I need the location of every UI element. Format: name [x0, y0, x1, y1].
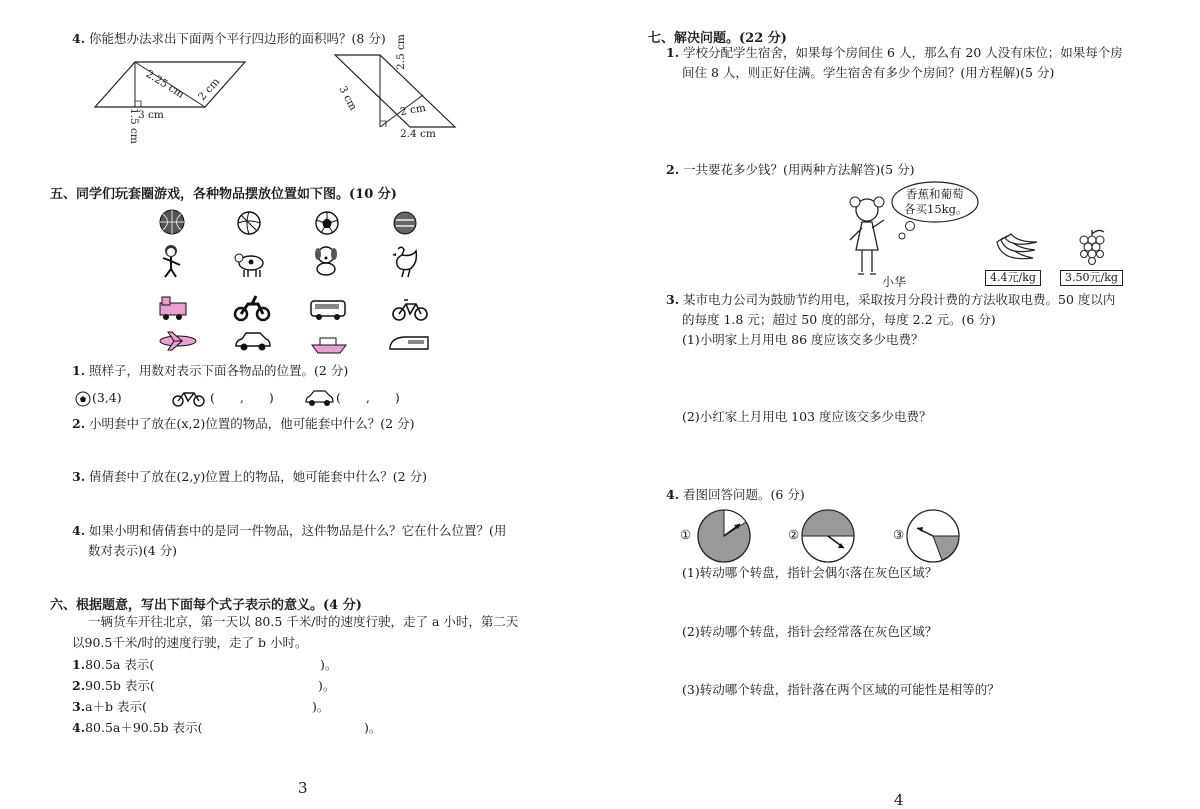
sec6-item-1-end: )。 [320, 657, 338, 672]
item-expr: a＋b 表示( [85, 699, 147, 714]
fig2-diag-label: 2 cm [399, 101, 427, 119]
banana-price-tag: 4.4元/kg [985, 270, 1041, 286]
question-text: 照样子，用数对表示下面各物品的位置。(2 分) [89, 363, 349, 378]
sec6-item-4-end: )。 [364, 720, 382, 735]
question-text: 一共要花多少钱？(用两种方法解答)(5 分) [683, 162, 915, 177]
item-number: 2. [72, 678, 86, 693]
volleyball-icon [236, 210, 262, 236]
sec7-question-2 [666, 161, 914, 179]
sec7-question-1 [666, 44, 1123, 62]
bullet-train-icon [388, 333, 430, 353]
spinner-3 [905, 508, 961, 564]
airplane-icon [158, 330, 200, 352]
fig2-height-label: 2.5 cm [395, 34, 407, 70]
fig2-base-label: 2.4 cm [400, 128, 436, 140]
soccer-ball-icon [314, 210, 340, 236]
item-number: 3. [72, 699, 86, 714]
example-answer: (3,4) [92, 390, 122, 405]
page-number-right: 4 [894, 791, 904, 809]
boat-icon [310, 335, 348, 355]
spinner-label-3: ③ [893, 527, 905, 542]
item-expr: 80.5a＋90.5b 表示( [85, 720, 203, 735]
question-text: 某市电力公司为鼓励节约用电，采取按月分段计费的方法收取电费。50 度以内 [683, 292, 1116, 307]
bubble-line2: 各买15kg。 [904, 202, 968, 216]
fig1-slant-label: 2.25 cm [143, 68, 187, 101]
question-text: 看图回答问题。(6 分) [683, 487, 805, 502]
page-number-left: 3 [298, 779, 308, 797]
sec7-question-1-line2: 间住 8 人，则正好住满。学生宿舍有多少个房间？(用方程解)(5 分) [682, 65, 1055, 80]
question-number: 1. [72, 363, 86, 378]
grape-price-tag: 3.50元/kg [1060, 270, 1123, 286]
question-number: 4. [666, 487, 680, 502]
question-text: 倩倩套中了放在(2,y)位置上的物品，她可能套中什么？(2 分) [89, 469, 427, 484]
sec7-question-4-sub3: (3)转动哪个转盘，指针落在两个区域的可能性是相等的？ [682, 682, 1000, 697]
fig1-height-label: 1.5 cm [128, 108, 140, 144]
fig1-side-label: 2 cm [196, 75, 223, 104]
girl-name-label: 小华 [882, 275, 907, 289]
question-number: 4. [72, 523, 86, 538]
sec6-item-2 [72, 677, 155, 695]
spinner-label-2: ② [788, 527, 800, 542]
sec6-context-line1: 一辆货车开往北京，第一天以 80.5 千米/时的速度行驶，走了 a 小时，第二天 [88, 614, 519, 629]
sec7-question-4 [666, 486, 805, 504]
sec6-item-1 [72, 656, 154, 674]
sec7-question-3-sub1: (1)小明家上月用电 86 度应该交多少电费？ [682, 332, 924, 347]
rugby-ball-icon [392, 210, 418, 236]
section-5-title: 五、同学们玩套圈游戏，各种物品摆放位置如下图。(10 分) [50, 187, 397, 202]
question-4 [72, 30, 386, 48]
sec6-item-2-end: )。 [318, 678, 336, 693]
section-6-title: 六、根据题意，写出下面每个式子表示的意义。(4 分) [50, 598, 362, 613]
cow-icon [234, 250, 268, 278]
sec7-question-4-sub2: (2)转动哪个转盘，指针会经常落在灰色区域？ [682, 624, 938, 639]
spinner-2 [800, 508, 856, 564]
sec5-question-4 [72, 522, 506, 540]
question-number: 4. [72, 31, 86, 46]
toy-train-icon [158, 295, 188, 321]
question-text: 学校分配学生宿舍，如果每个房间住 6 人，那么有 20 人没有床位；如果每个房 [683, 45, 1123, 60]
item-number: 4. [72, 720, 86, 735]
sec6-item-4 [72, 719, 203, 737]
banana-icon [993, 232, 1039, 266]
sec6-item-3 [72, 698, 147, 716]
grapes-icon [1076, 228, 1108, 268]
sec5-question-2 [72, 415, 414, 433]
item-expr: 90.5b 表示( [85, 678, 155, 693]
question-number: 1. [666, 45, 680, 60]
question-text: 小明套中了放在(x,2)位置的物品，他可能套中什么？(2 分) [89, 416, 415, 431]
fig2-left-label: 3 cm [336, 84, 360, 113]
rooster-icon [390, 245, 420, 279]
dog-icon [312, 245, 342, 277]
sec7-question-3 [666, 291, 1115, 309]
sec6-item-3-end: )。 [312, 699, 330, 714]
item-number: 1. [72, 657, 86, 672]
spinner-1 [696, 508, 752, 564]
sec5-question-4-line2: 数对表示)(4 分) [88, 543, 178, 558]
question-text: 你能想办法求出下面两个平行四边形的面积吗？(8 分) [89, 31, 386, 46]
car-icon [304, 388, 334, 408]
bicycle-icon [392, 295, 428, 323]
question-number: 2. [72, 416, 86, 431]
basketball-icon [158, 208, 186, 236]
sec5-question-1 [72, 362, 348, 380]
girl-figure-icon [842, 192, 892, 282]
question-number: 3. [666, 292, 680, 307]
section-7-title: 七、解决问题。(22 分) [648, 31, 787, 46]
question-number: 2. [666, 162, 680, 177]
item-expr: 80.5a 表示( [85, 657, 155, 672]
spinner-label-1: ① [680, 527, 692, 542]
sec5-question-3 [72, 468, 427, 486]
boy-figure-icon [158, 243, 186, 279]
sec7-question-3-line2: 的每度 1.8 元；超过 50 度的部分，每度 2.2 元。(6 分) [682, 312, 996, 327]
question-number: 3. [72, 469, 86, 484]
soccer-ball-icon [75, 391, 91, 407]
bicycle-icon [172, 388, 206, 408]
bubble-line1: 香蕉和葡萄 [906, 187, 964, 201]
answer-blank-1[interactable]: ( , ) [210, 390, 274, 405]
fig1-base-label: 3 cm [138, 109, 164, 121]
sec7-question-3-sub2: (2)小红家上月用电 103 度应该交多少电费？ [682, 409, 932, 424]
bus-icon [310, 298, 346, 322]
answer-blank-2[interactable]: ( , ) [336, 390, 400, 405]
sec6-context-line2: 以90.5千米/时的速度行驶，走了 b 小时。 [72, 635, 308, 650]
car-icon [234, 330, 272, 354]
motorcycle-icon [234, 290, 270, 322]
sec7-question-4-sub1: (1)转动哪个转盘，指针会偶尔落在灰色区域？ [682, 565, 938, 580]
question-text: 如果小明和倩倩套中的是同一件物品，这件物品是什么？它在什么位置？(用 [89, 523, 507, 538]
